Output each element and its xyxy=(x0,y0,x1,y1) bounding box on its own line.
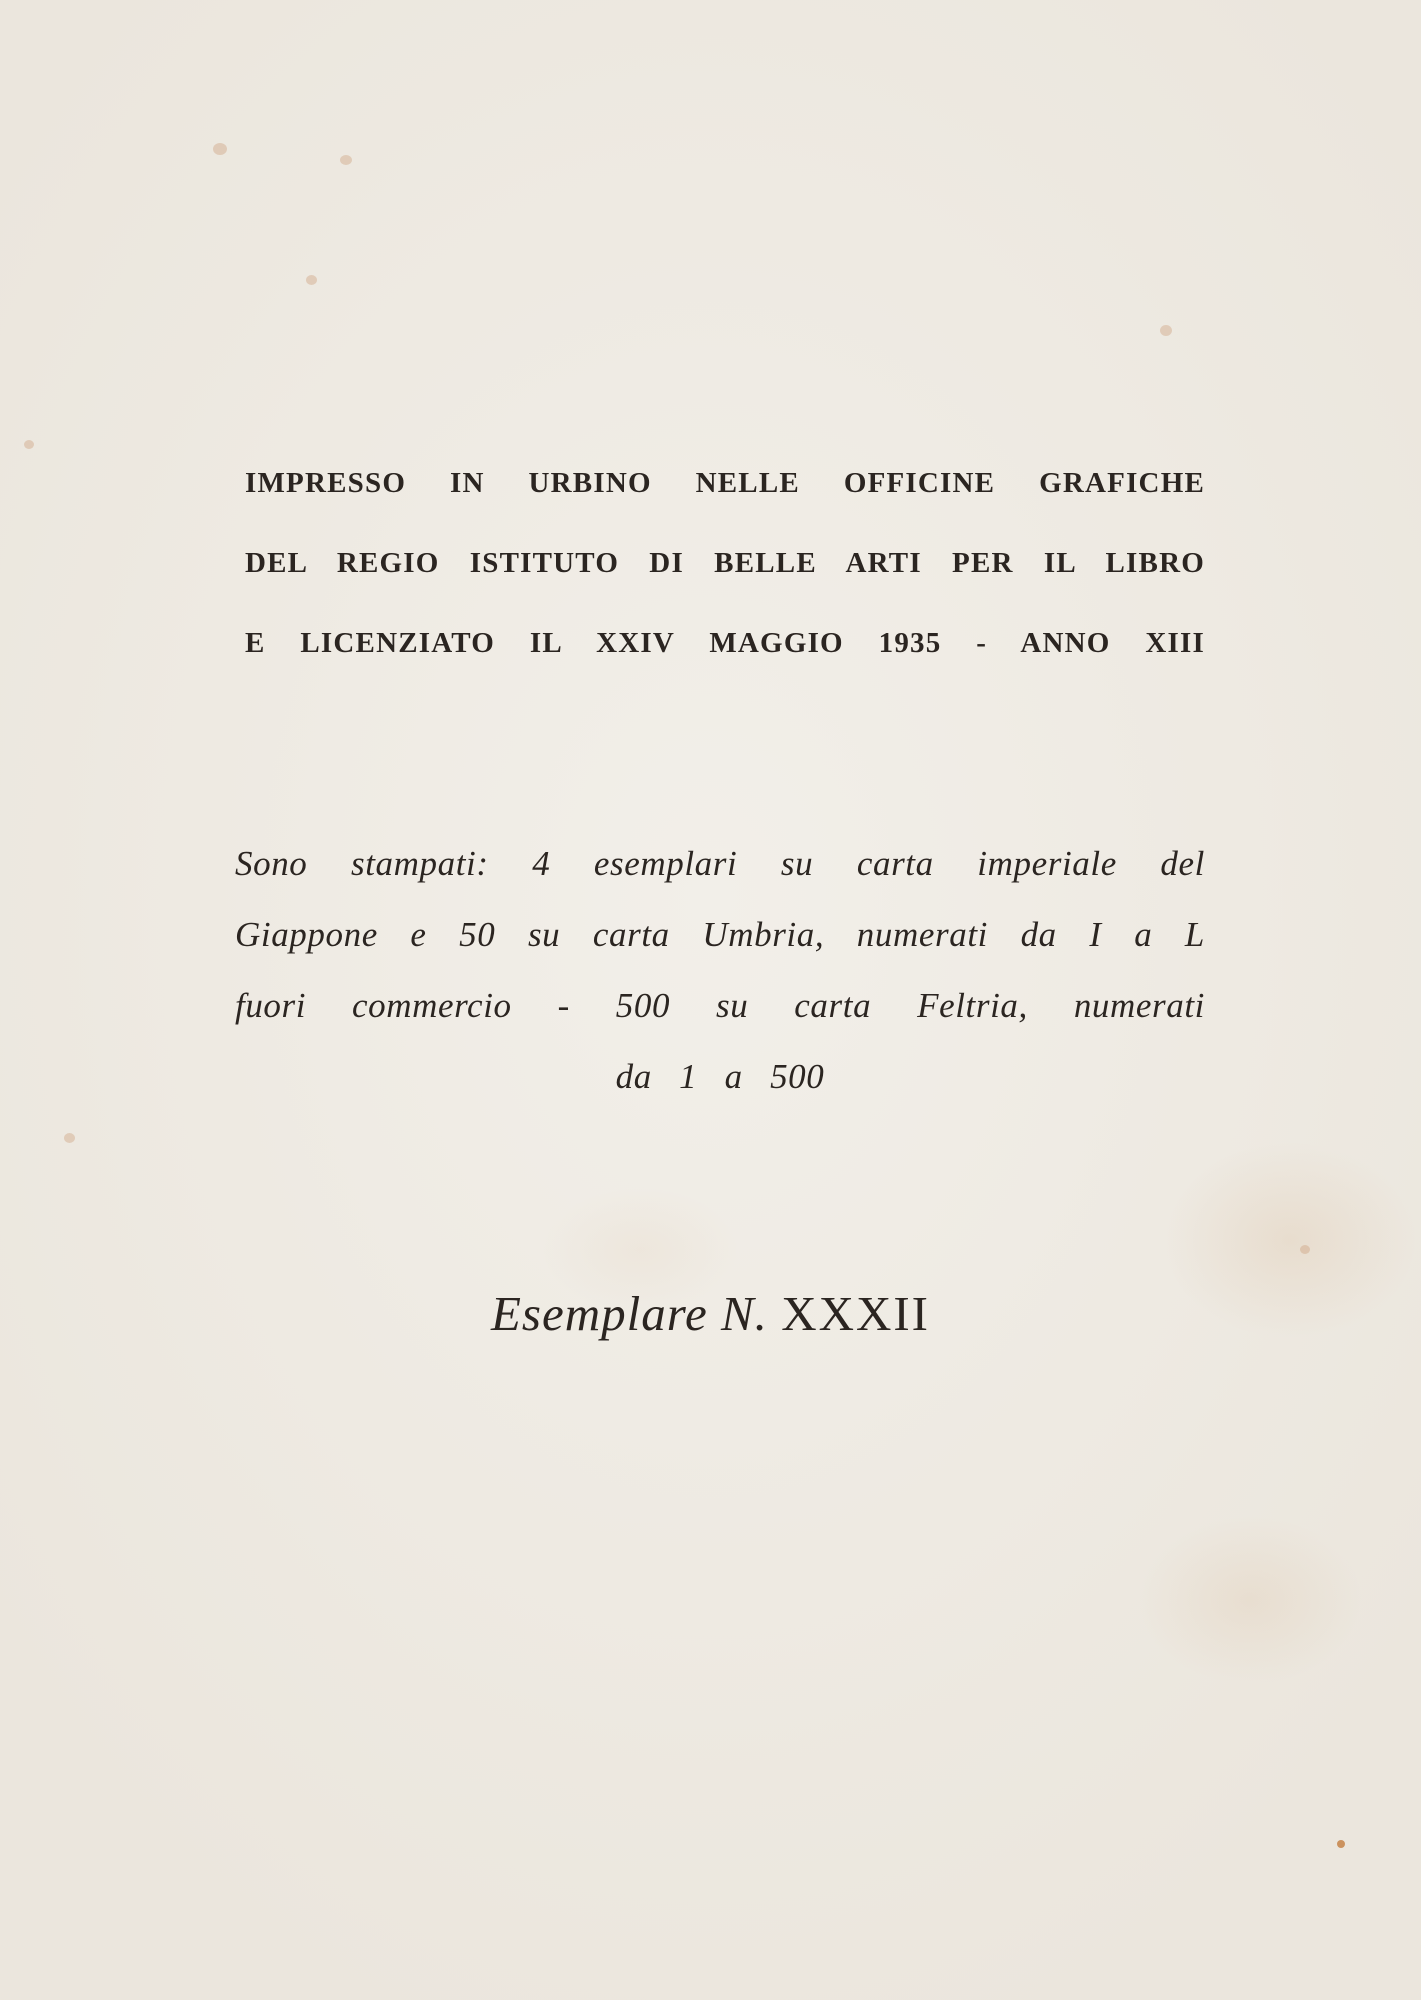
colophon-line: E LICENZIATO IL XXIV MAGGIO 1935 - ANNO XIII xyxy=(245,627,1205,659)
colophon-line: IMPRESSO IN URBINO NELLE OFFICINE GRAFICHE xyxy=(245,467,1205,499)
copy-roman-number: XXXII xyxy=(781,1286,930,1341)
foxing-spot xyxy=(340,155,352,165)
foxing-spot xyxy=(1160,325,1172,336)
copy-label: Esemplare N. xyxy=(491,1286,768,1341)
colophon-line: DEL REGIO ISTITUTO DI BELLE ARTI PER IL LIBRO xyxy=(245,547,1205,579)
foxing-spot xyxy=(213,143,227,155)
foxing-spot xyxy=(64,1133,75,1143)
edition-line: Sono stampati: 4 esemplari su carta imperiale del xyxy=(235,844,1205,883)
foxing-spot xyxy=(1337,1840,1345,1848)
foxing-spot xyxy=(24,440,34,449)
foxing-spot xyxy=(306,275,317,285)
copy-number xyxy=(0,1285,1421,1342)
edition-line: da 1 a 500 xyxy=(615,1057,825,1096)
colophon-block xyxy=(245,455,1205,695)
edition-line: Giappone e 50 su carta Umbria, numerati da I a L xyxy=(235,915,1205,954)
edition-statement xyxy=(235,838,1205,1122)
edition-line: fuori commercio - 500 su carta Feltria, numerati xyxy=(235,986,1205,1025)
foxing-spot xyxy=(1300,1245,1310,1254)
